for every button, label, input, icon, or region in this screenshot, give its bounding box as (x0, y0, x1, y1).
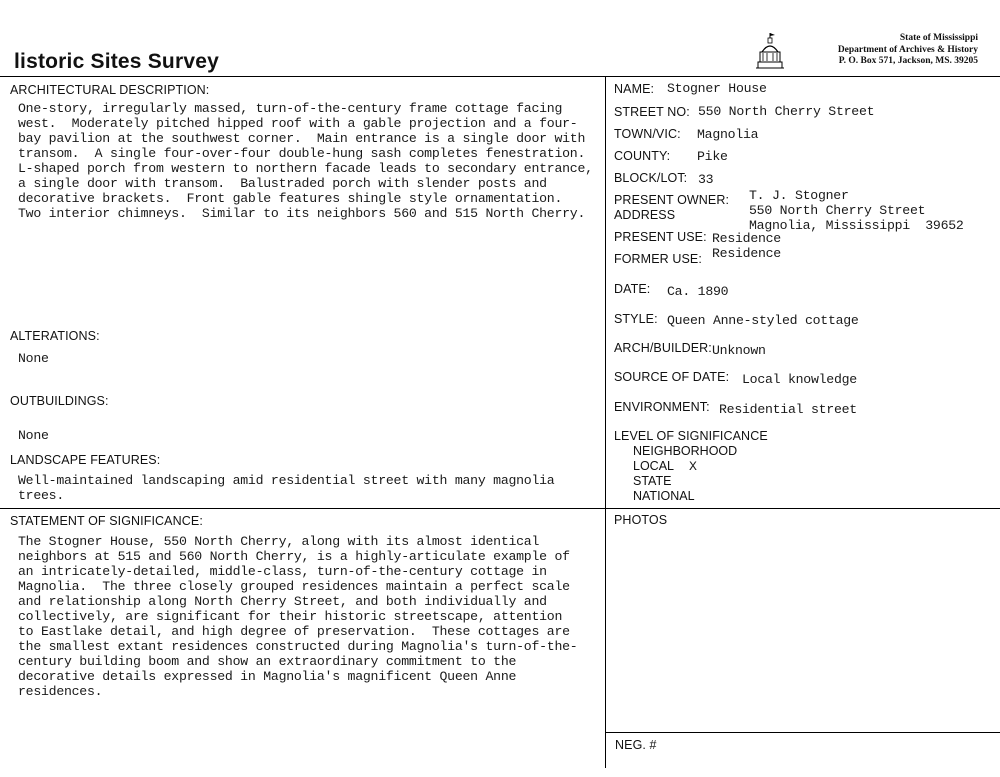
agency-line-3: P. O. Box 571, Jackson, MS. 39205 (838, 56, 978, 66)
style-label: STYLE: (614, 312, 658, 326)
agency-block (806, 33, 978, 68)
column-divider (605, 76, 606, 768)
landscape-line: Well-maintained landscaping amid residential street with many magnolia (18, 473, 555, 488)
date-value: Ca. 1890 (667, 284, 729, 299)
arch-desc-label: ARCHITECTURAL DESCRIPTION: (10, 83, 210, 97)
significance-line: an intricately-detailed, middle-class, turn-of-the-century cottage in (18, 564, 547, 579)
alterations-label: ALTERATIONS: (10, 329, 100, 343)
owner-line: Magnolia, Mississippi 39652 (749, 218, 964, 233)
style-value: Queen Anne-styled cottage (667, 313, 859, 328)
significance-line: decorative details expressed in Magnolia's magnificent Queen Anne (18, 669, 517, 684)
significance-line: century building boom and show an extraordinary commitment to the (18, 654, 517, 669)
header-rule (0, 76, 1000, 77)
county-label: COUNTY: (614, 149, 671, 163)
environment-label: ENVIRONMENT: (614, 400, 710, 414)
present-use-value: Residence (712, 231, 781, 246)
arch-desc-line: bay pavilion at the southwest corner. Main entrance is a single door with (18, 131, 586, 146)
arch-desc-text (18, 101, 603, 221)
photos-label: PHOTOS (614, 513, 668, 527)
arch-desc-line: decorative brackets. Front gable features shingle style ornamentation. (18, 191, 563, 206)
neg-rule (606, 732, 1000, 733)
significance-line: residences. (18, 684, 103, 699)
landscape-label: LANDSCAPE FEATURES: (10, 453, 161, 467)
landscape-line: trees. (18, 488, 64, 503)
level-label: LEVEL OF SIGNIFICANCE (614, 429, 768, 443)
arch-desc-line: Two interior chimneys. Similar to its neighbors 560 and 515 North Cherry. (18, 206, 586, 221)
name-label: NAME: (614, 82, 655, 96)
significance-line: the smallest extant residences constructed during Magnolia's turn-of-the- (18, 639, 578, 654)
significance-line: collectively, are significant for their historic streetscape, attention (18, 609, 563, 624)
significance-text (18, 534, 603, 699)
arch-desc-line: a single door with transom. Balustraded porch with slender posts and (18, 176, 547, 191)
town-label: TOWN/VIC: (614, 127, 681, 141)
significance-line: to Eastlake detail, and high degree of preservation. These cottages are (18, 624, 570, 639)
name-value: Stogner House (667, 81, 767, 96)
capitol-seal-icon (756, 32, 784, 70)
environment-value: Residential street (719, 402, 857, 417)
date-label: DATE: (614, 282, 651, 296)
level-mark: X (689, 459, 697, 474)
significance-label: STATEMENT OF SIGNIFICANCE: (10, 514, 203, 528)
significance-line: neighbors at 515 and 560 North Cherry, is a highly-articulate example of (18, 549, 570, 564)
outbuildings-label: OUTBUILDINGS: (10, 394, 109, 408)
former-use-label: FORMER USE: (614, 252, 702, 266)
owner-value (749, 188, 964, 233)
agency-line-1: State of Mississippi (899, 33, 978, 43)
significance-line: The Stogner House, 550 North Cherry, along with its almost identical (18, 534, 540, 549)
owner-line: T. J. Stogner (749, 188, 849, 203)
former-use-value: Residence (712, 246, 781, 261)
level-option-state: STATE (633, 474, 672, 488)
agency-line-2: Department of Archives & History (837, 44, 978, 55)
arch-desc-line: One-story, irregularly massed, turn-of-the-century frame cottage facing (18, 101, 563, 116)
arch-desc-line: west. Moderately pitched hipped roof with a gable projection and a four- (18, 116, 578, 131)
significance-line: Magnolia. The three closely grouped residences maintain a perfect scale (18, 579, 570, 594)
level-option-local: LOCAL (633, 459, 674, 473)
outbuildings-value: None (18, 428, 49, 443)
street-value: 550 North Cherry Street (698, 104, 875, 119)
owner-line: 550 North Cherry Street (749, 203, 926, 218)
arch-desc-line: transom. A single four-over-four double-hung sash completes fenestration. (18, 146, 586, 161)
alterations-value: None (18, 351, 49, 366)
block-value: 33 (698, 172, 714, 187)
county-value: Pike (697, 149, 728, 164)
level-options (633, 444, 737, 504)
level-option-national: NATIONAL (633, 489, 695, 503)
address-label: ADDRESS (614, 208, 676, 222)
level-option-neighborhood: NEIGHBORHOOD (633, 444, 738, 458)
present-use-label: PRESENT USE: (614, 230, 707, 244)
builder-label: ARCH/BUILDER: (614, 341, 712, 355)
owner-label: PRESENT OWNER: (614, 193, 730, 207)
arch-desc-line: L-shaped porch from western to northern facade leads to secondary entrance, (18, 161, 593, 176)
neg-label: NEG. # (615, 738, 657, 752)
source-value: Local knowledge (742, 372, 857, 387)
significance-line: and relationship along North Cherry Street, and both individually and (18, 594, 547, 609)
landscape-text (18, 473, 554, 503)
town-value: Magnolia (697, 127, 759, 142)
street-label: STREET NO: (614, 105, 690, 119)
source-label: SOURCE OF DATE: (614, 370, 730, 384)
section-rule (0, 508, 1000, 509)
page-title: listoric Sites Survey (14, 50, 219, 73)
block-label: BLOCK/LOT: (614, 171, 688, 185)
builder-value: Unknown (712, 343, 766, 358)
